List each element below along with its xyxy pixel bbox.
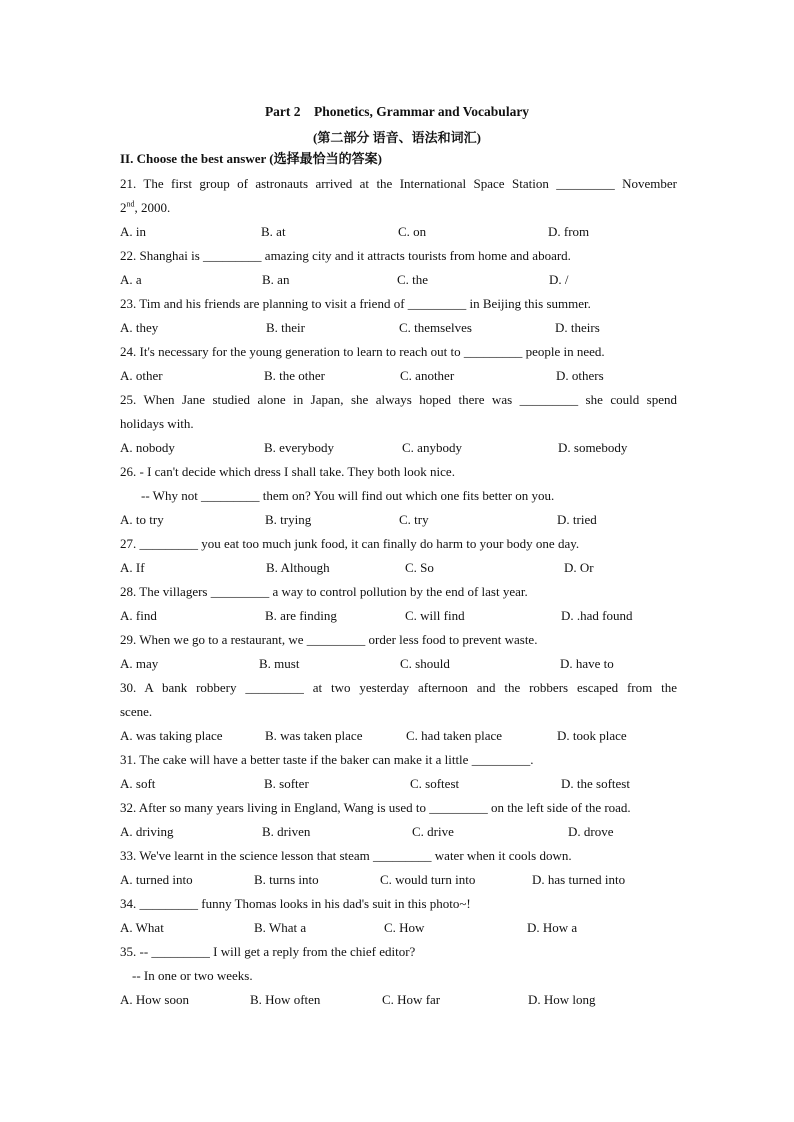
question-32-stem: 32. After so many years living in England, Wang is used to _________ on the left side of the road. (120, 800, 631, 815)
question-25-stem: 25. When Jane studied alone in Japan, she always hoped there was _________ she could spend (120, 392, 677, 407)
question-22-option-b: B. an (262, 272, 290, 287)
question-29-stem: 29. When we go to a restaurant, we _________ order less food to prevent waste. (120, 632, 538, 647)
question-30-option-a: A. was taking place (120, 728, 223, 743)
question-25-option-b: B. everybody (264, 440, 335, 455)
question-29-option-c: C. should (400, 656, 450, 671)
question-32-option-a: A. driving (120, 824, 174, 839)
question-30-stem-cont: scene. (120, 704, 153, 719)
question-22-option-c: C. the (397, 272, 429, 287)
question-30-option-b: B. was taken place (265, 728, 363, 743)
question-34-option-d: D. How a (527, 920, 578, 935)
question-26-option-c: C. try (399, 512, 429, 527)
question-32-option-c: C. drive (412, 824, 454, 839)
question-22-stem: 22. Shanghai is _________ amazing city and it attracts tourists from home and aboard. (120, 248, 571, 263)
question-28-option-c: C. will find (405, 608, 465, 623)
question-26-option-a: A. to try (120, 512, 164, 527)
question-21-option-c: C. on (398, 224, 427, 239)
question-35-option-a: A. How soon (120, 992, 189, 1007)
question-26-stem-cont: -- Why not _________ them on? You will find out which one fits better on you. (141, 488, 555, 503)
question-21-option-d: D. from (548, 224, 590, 239)
question-21-option-b: B. at (261, 224, 286, 239)
question-24-option-d: D. others (556, 368, 604, 383)
question-25-stem-cont: holidays with. (120, 416, 194, 431)
question-27-option-a: A. If (120, 560, 145, 575)
question-26-option-b: B. trying (265, 512, 312, 527)
question-29-option-b: B. must (259, 656, 300, 671)
question-24-option-b: B. the other (264, 368, 326, 383)
question-25-option-c: C. anybody (402, 440, 462, 455)
question-21-stem: 21. The first group of astronauts arrived at the International Space Station _________ November (120, 176, 677, 191)
question-28-option-d: D. .had found (561, 608, 633, 623)
question-32-option-d: D. drove (568, 824, 614, 839)
question-25-option-a: A. nobody (120, 440, 175, 455)
question-34-stem: 34. _________ funny Thomas looks in his dad's suit in this photo~! (120, 896, 471, 911)
question-27-option-b: B. Although (266, 560, 330, 575)
question-31-stem: 31. The cake will have a better taste if the baker can make it a little _________. (120, 752, 534, 767)
question-27-stem: 27. _________ you eat too much junk food, it can finally do harm to your body one day. (120, 536, 580, 551)
question-30-option-c: C. had taken place (406, 728, 503, 743)
question-30-stem: 30. A bank robbery _________ at two yesterday afternoon and the robbers escaped from the (120, 680, 677, 695)
question-28-option-b: B. are finding (265, 608, 337, 623)
question-35-stem-cont: -- In one or two weeks. (132, 968, 253, 983)
question-23-stem: 23. Tim and his friends are planning to visit a friend of _________ in Beijing this summer. (120, 296, 591, 311)
question-31-option-b: B. softer (264, 776, 309, 791)
question-35-stem: 35. -- _________ I will get a reply from the chief editor? (120, 944, 416, 959)
question-26-stem: 26. - I can't decide which dress I shall take. They both look nice. (120, 464, 455, 479)
question-32-option-b: B. driven (262, 824, 311, 839)
question-23-option-c: C. themselves (399, 320, 472, 335)
question-24-option-c: C. another (400, 368, 455, 383)
page-subtitle: (第二部分 语音、语法和词汇) (313, 130, 481, 145)
question-23-option-d: D. theirs (555, 320, 600, 335)
question-34-option-c: C. How (384, 920, 425, 935)
question-23-option-a: A. they (120, 320, 159, 335)
question-29-option-a: A. may (120, 656, 159, 671)
question-27-option-c: C. So (405, 560, 434, 575)
question-21-stem-cont: 2nd, 2000. (120, 199, 171, 215)
question-27-option-d: D. Or (564, 560, 594, 575)
section-heading: II. Choose the best answer (选择最恰当的答案) (120, 151, 382, 166)
question-33-option-c: C. would turn into (380, 872, 476, 887)
question-31-option-c: C. softest (410, 776, 460, 791)
question-31-option-d: D. the softest (561, 776, 630, 791)
question-22-option-a: A. a (120, 272, 142, 287)
question-26-option-d: D. tried (557, 512, 597, 527)
question-21-option-a: A. in (120, 224, 146, 239)
question-23-option-b: B. their (266, 320, 305, 335)
question-28-option-a: A. find (120, 608, 157, 623)
question-35-option-c: C. How far (382, 992, 441, 1007)
question-31-option-a: A. soft (120, 776, 156, 791)
question-25-option-d: D. somebody (558, 440, 628, 455)
question-24-option-a: A. other (120, 368, 163, 383)
question-35-option-d: D. How long (528, 992, 596, 1007)
question-33-option-d: D. has turned into (532, 872, 626, 887)
question-30-option-d: D. took place (557, 728, 627, 743)
question-22-option-d: D. / (549, 272, 569, 287)
question-33-stem: 33. We've learnt in the science lesson that steam _________ water when it cools down. (120, 848, 572, 863)
question-33-option-b: B. turns into (254, 872, 319, 887)
page-title: Part 2 Phonetics, Grammar and Vocabulary (264, 104, 530, 119)
question-33-option-a: A. turned into (120, 872, 193, 887)
question-34-option-b: B. What a (254, 920, 307, 935)
question-24-stem: 24. It's necessary for the young generation to learn to reach out to _________ people in need. (120, 344, 605, 359)
question-29-option-d: D. have to (560, 656, 614, 671)
question-28-stem: 28. The villagers _________ a way to control pollution by the end of last year. (120, 584, 528, 599)
question-35-option-b: B. How often (250, 992, 321, 1007)
question-34-option-a: A. What (120, 920, 164, 935)
